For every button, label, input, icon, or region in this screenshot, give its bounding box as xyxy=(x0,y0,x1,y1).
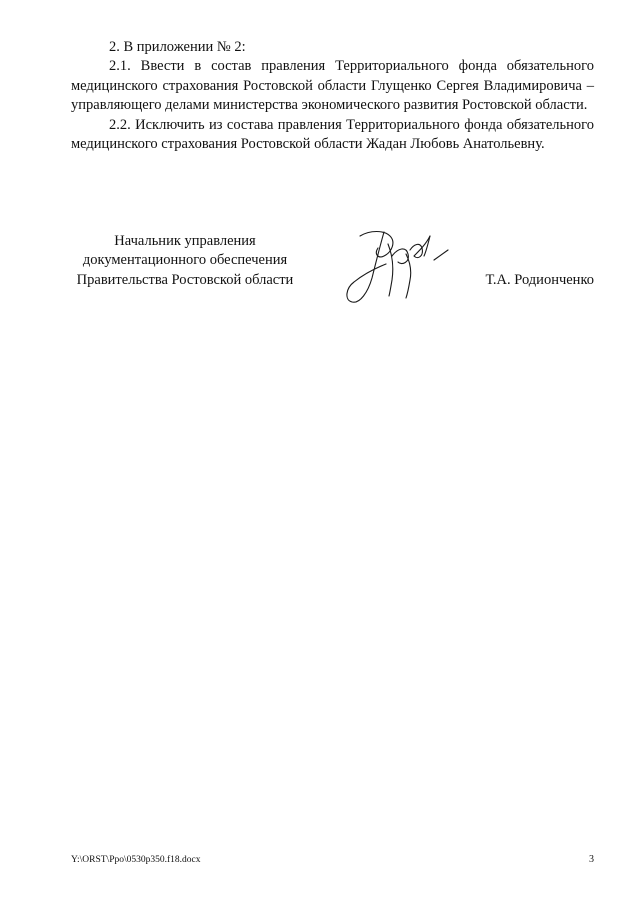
signature-stroke xyxy=(388,244,393,296)
signatory-position xyxy=(60,232,310,290)
signatory-position-line: Начальник управления xyxy=(114,233,256,249)
signature-stroke xyxy=(434,250,448,260)
signatory-position-line: Правительства Ростовской области xyxy=(76,271,294,288)
paragraph-appendix-2-heading: 2. В приложении № 2: xyxy=(109,39,246,55)
paragraph-2-2-remove-member: 2.2. Исключить из состава правления Территориального фонда обязательного медицинского страхования Ростовской области Жадан Любовь Анатольевну. xyxy=(71,116,594,153)
signature-block xyxy=(0,232,640,322)
signature-stroke xyxy=(347,232,386,302)
page-number: 3 xyxy=(589,854,594,865)
signature-stroke xyxy=(392,249,408,264)
footer-file-path: Y:\ORST\Ppo\0530p350.f18.docx xyxy=(71,855,201,865)
paragraph-2-1-add-member: 2.1. Ввести в состав правления Территориального фонда обязательного медицинского страхования Ростовской области Глущенко Сергея Владимировича – управляющего делами министерства экономического развития Ростовской области. xyxy=(71,58,594,114)
handwritten-signature xyxy=(340,226,455,308)
signatory-name: Т.А. Родионченко xyxy=(485,271,594,288)
document-body xyxy=(71,38,594,154)
signatory-position-line: документационного обеспечения xyxy=(82,252,288,269)
signature-stroke xyxy=(424,236,430,256)
